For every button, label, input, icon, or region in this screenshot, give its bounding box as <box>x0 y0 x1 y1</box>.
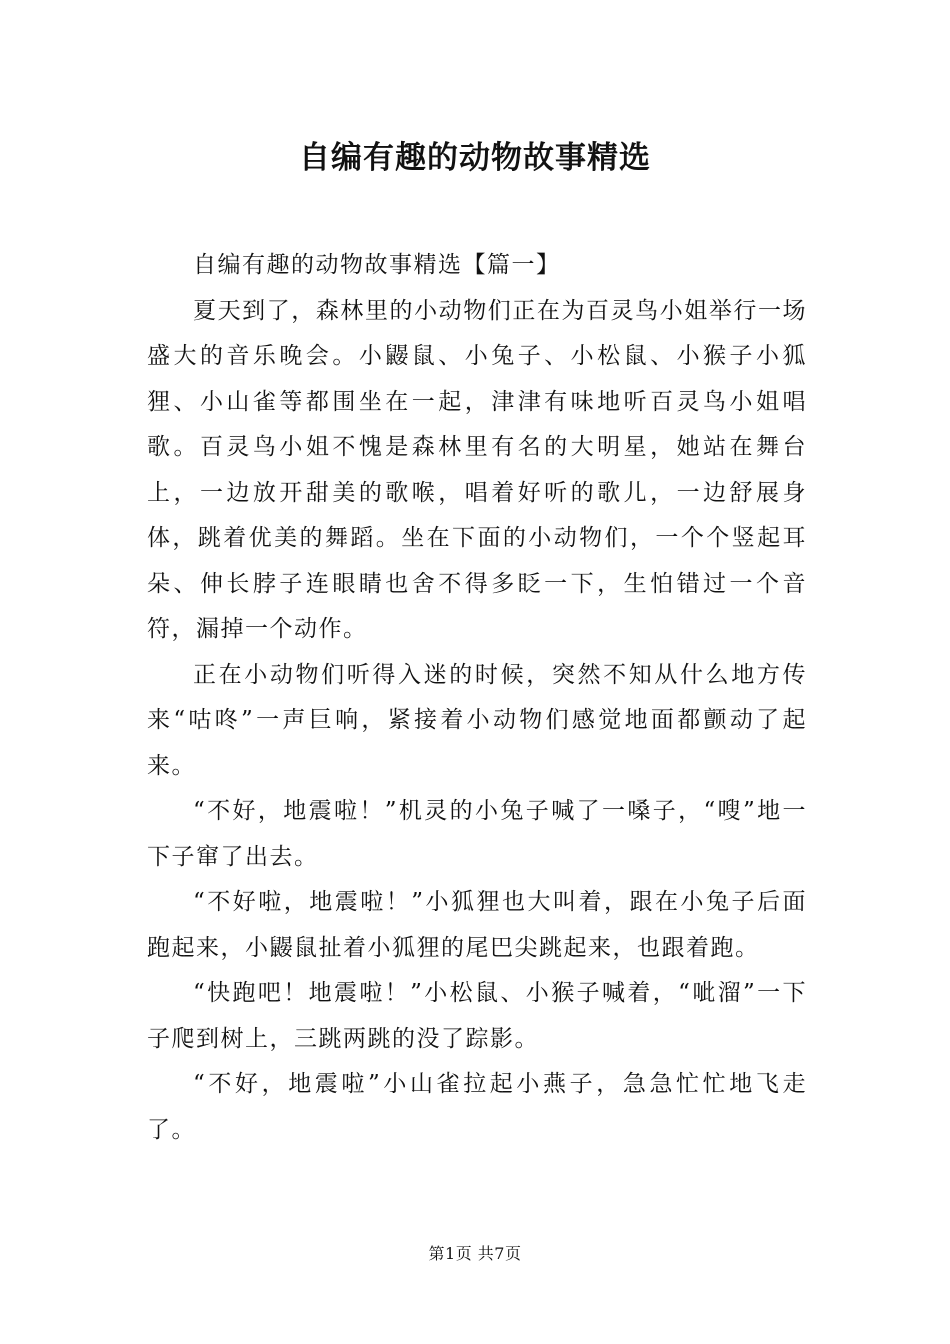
paragraph: “不好，地震啦”小山雀拉起小燕子，急急忙忙地飞走了。 <box>147 1071 807 1143</box>
paragraph: 正在小动物们听得入迷的时候，突然不知从什么地方传来“咕咚”一声巨响，紧接着小动物们感觉地面都颤动了起来。 <box>147 661 807 779</box>
page-number-footer: 第1页 共7页 <box>428 1244 522 1263</box>
paragraph-section-heading: 自编有趣的动物故事精选【篇一】 <box>193 252 561 278</box>
paragraph: “不好啦，地震啦！”小狐狸也大叫着，跟在小兔子后面跑起来，小鼹鼠扯着小狐狸的尾巴尖跳起来，也跟着跑。 <box>147 889 807 961</box>
document-body <box>147 243 807 1153</box>
document-title: 自编有趣的动物故事精选 <box>299 140 651 176</box>
paragraph: 夏天到了，森林里的小动物们正在为百灵鸟小姐举行一场盛大的音乐晚会。小鼹鼠、小兔子、小松鼠、小猴子小狐狸、小山雀等都围坐在一起，津津有味地听百灵鸟小姐唱歌。百灵鸟小姐不愧是森林里有名的大明星，她站在舞台上，一边放开甜美的歌喉，唱着好听的歌儿，一边舒展身体，跳着优美的舞蹈。坐在下面的小动物们，一个个竖起耳朵、伸长脖子连眼睛也舍不得多眨一下，生怕错过一个音符，漏掉一个动作。 <box>147 297 807 642</box>
paragraph: “不好，地震啦！”机灵的小兔子喊了一嗓子，“嗖”地一下子窜了出去。 <box>147 798 807 870</box>
paragraph: “快跑吧！地震啦！”小松鼠、小猴子喊着，“呲溜”一下子爬到树上，三跳两跳的没了踪影。 <box>147 980 807 1052</box>
